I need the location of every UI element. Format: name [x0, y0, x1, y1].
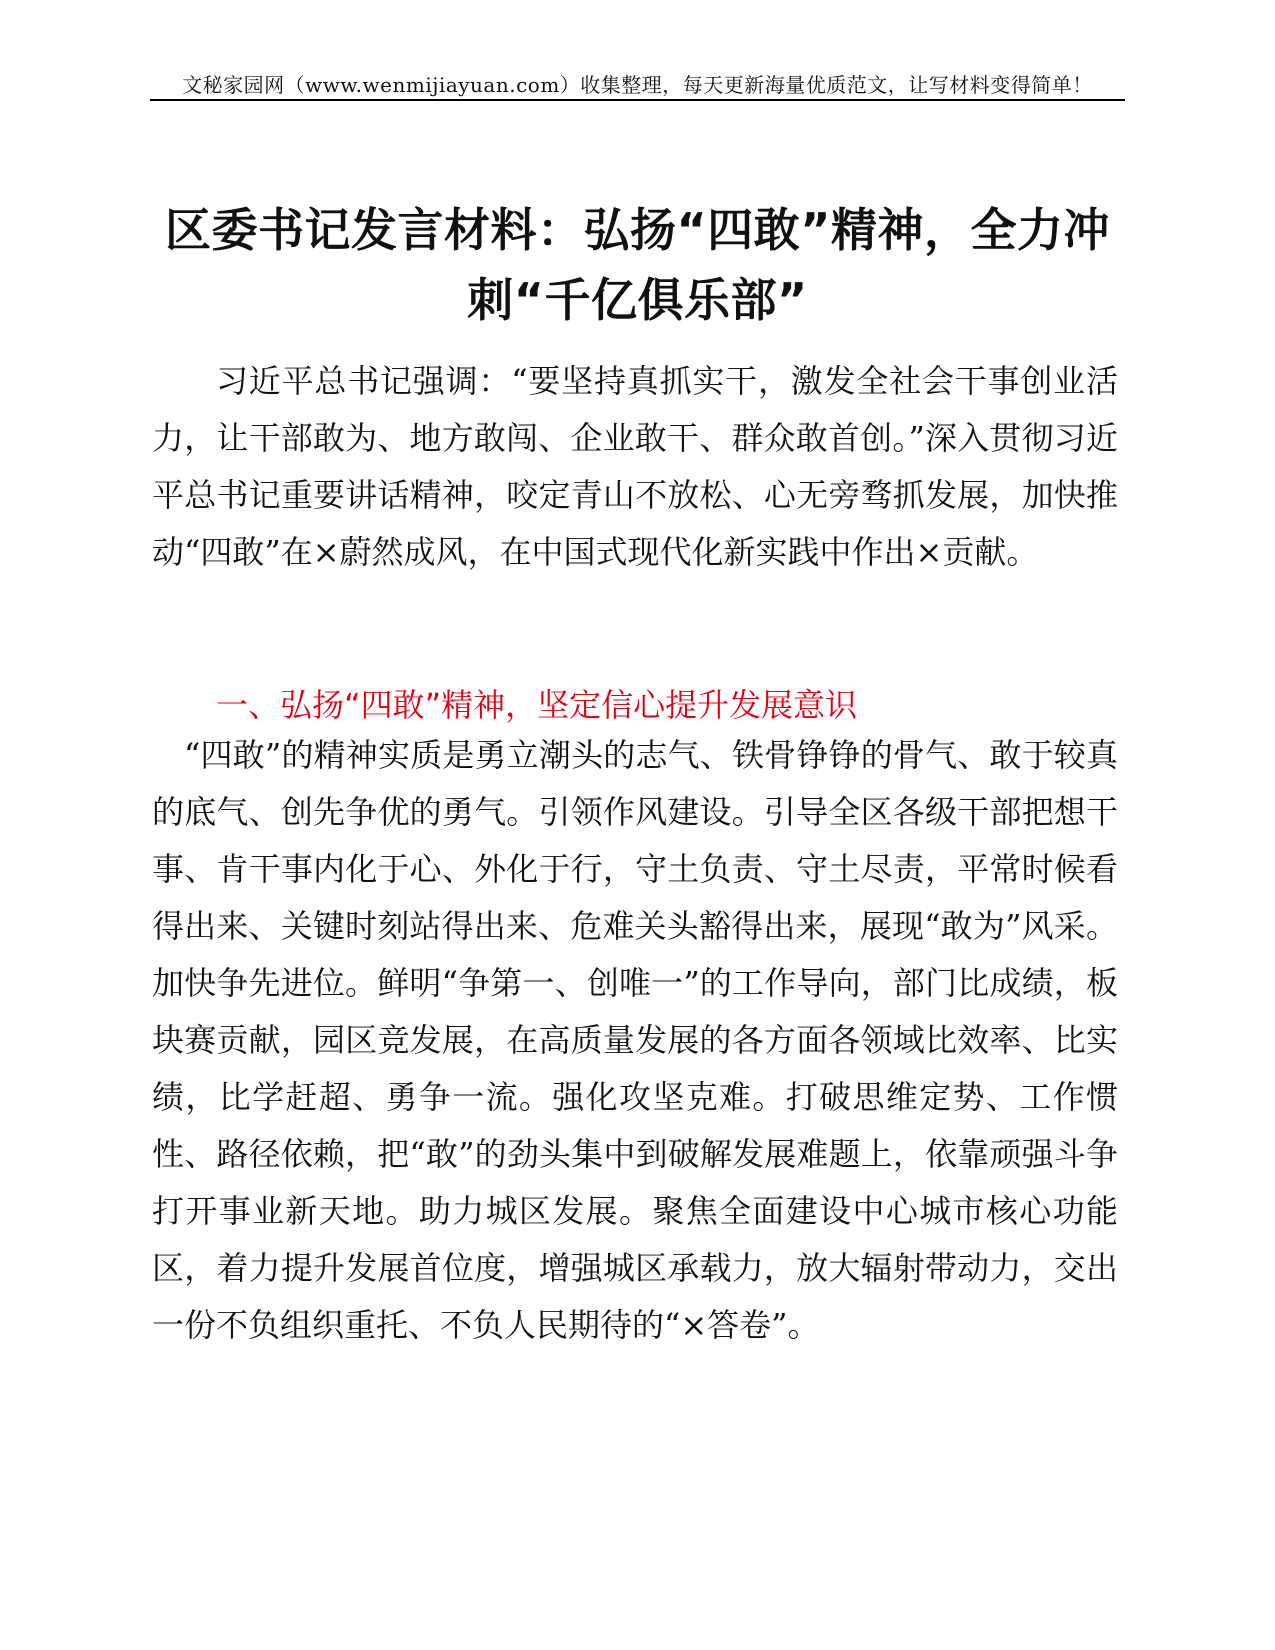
document-title: 区委书记发言材料：弘扬“四敢”精神，全力冲刺“千亿俱乐部”: [165, 203, 1110, 327]
header-divider: [150, 99, 1125, 101]
intro-paragraph: 习近平总书记强调：“要坚持真抓实干，激发全社会干事创业活力，让干部敢为、地方敢闯、企业敢干、群众敢首创。”深入贯彻习近平总书记重要讲话精神，咬定青山不放松、心无旁骛抓发展，加快推动“四敢”在×蔚然成风，在中国式现代化新实践中作出×贡献。: [152, 362, 1118, 571]
page-header: 文秘家园网（www.wenmijiayuan.com）收集整理，每天更新海量优质范文，让写材料变得简单！: [182, 73, 1093, 97]
section-heading-1: 一、弘扬“四敢”精神，坚定信心提升发展意识: [216, 686, 858, 724]
section-1-paragraph: “四敢”的精神实质是勇立潮头的志气、铁骨铮铮的骨气、敢于较真的底气、创先争优的勇气。引领作风建设。引导全区各级干部把想干事、肯干事内化于心、外化于行，守土负责、守土尽责，平常时候看得出来、关键时刻站得出来、危难关头豁得出来，展现“敢为”风采。加快争先进位。鲜明“争第一、创唯一”的工作导向，部门比成绩，板块赛贡献，园区竞发展，在高质量发展的各方面各领域比效率、比实绩，比学赶超、勇争一流。强化攻坚克难。打破思维定势、工作惯性、路径依赖，把“敢”的劲头集中到破解发展难题上，依靠顽强斗争打开事业新天地。助力城区发展。聚焦全面建设中心城市核心功能区，着力提升发展首位度，增强城区承载力，放大辐射带动力，交出一份不负组织重托、不负人民期待的“×答卷”。: [152, 736, 1118, 1344]
